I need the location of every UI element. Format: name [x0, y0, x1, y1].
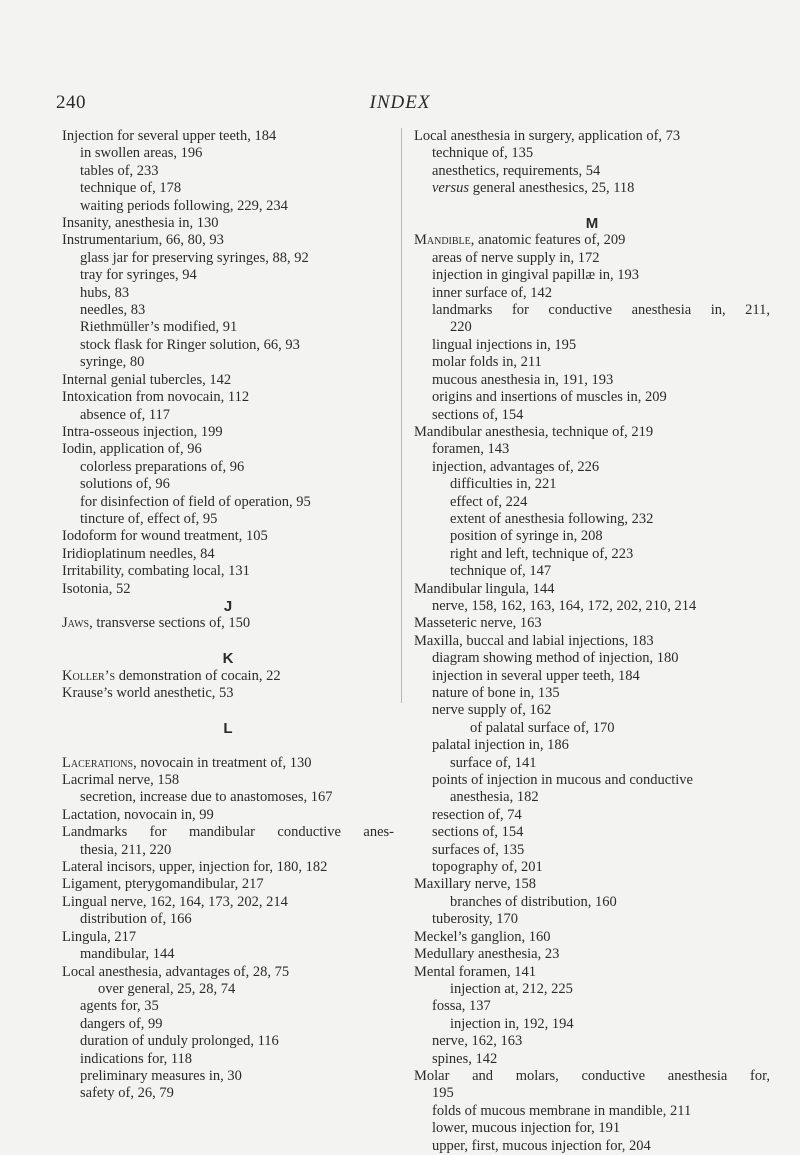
index-subentry: tuberosity, 170: [432, 911, 519, 928]
index-entry: Lateral incisors, upper, injection for, 180, 182: [62, 859, 328, 876]
entry-headword: Lacerations,: [62, 754, 137, 771]
index-subentry: branches of distribution, 160: [450, 893, 617, 910]
page-number: 240: [56, 92, 86, 113]
index-entry: Jaws, transverse sections of, 150: [62, 615, 251, 632]
index-entry: Meckel’s ganglion, 160: [414, 928, 551, 945]
index-entry: Local anesthesia in surgery, application of, 73: [414, 128, 681, 144]
index-subentry: foramen, 143: [432, 441, 510, 458]
section-letter: J: [223, 597, 233, 615]
index-entry: Lacerations, novocain in treatment of, 130: [62, 754, 312, 771]
index-entry: Maxilla, buccal and labial injections, 183: [414, 632, 654, 649]
index-subentry: safety of, 26, 79: [80, 1085, 174, 1102]
index-subentry: absence of, 117: [80, 406, 171, 423]
index-subentry: hubs, 83: [80, 284, 130, 301]
index-entry: Medullary anesthesia, 23: [414, 946, 560, 963]
index-entry: Insanity, anesthesia in, 130: [62, 215, 219, 232]
index-entry: Local anesthesia, advantages of, 28, 75: [62, 963, 290, 980]
index-entry: Isotonia, 52: [62, 580, 131, 597]
index-subentry: molar folds in, 211: [432, 354, 542, 371]
index-subentry: surfaces of, 135: [432, 841, 525, 858]
section-letter: K: [222, 650, 234, 668]
index-subentry: needles, 83: [80, 302, 146, 319]
index-subentry: technique of, 147: [450, 563, 552, 580]
index-entry: Mental foramen, 141: [414, 963, 537, 980]
index-entry: Intoxication from novocain, 112: [62, 389, 250, 406]
index-subentry: tincture of, effect of, 95: [80, 510, 218, 527]
entry-headword: Mandible,: [414, 232, 475, 249]
entry-headword: Koller’s: [62, 667, 116, 684]
index-subentry: fossa, 137: [432, 998, 491, 1015]
spacer: [62, 702, 394, 719]
index-subentry: nature of bone in, 135: [432, 685, 560, 701]
index-subentry: mandibular, 144: [80, 946, 175, 963]
index-subentry: injection in several upper teeth, 184: [432, 667, 640, 684]
index-subentry: glass jar for preserving syringes, 88, 92: [80, 249, 309, 266]
index-subentry: spines, 142: [432, 1050, 498, 1067]
index-subentry: 220: [450, 319, 472, 336]
index-subentry: syringe, 80: [80, 354, 145, 371]
page-header: [0, 92, 800, 118]
index-entry: Mandibular lingula, 144: [414, 580, 555, 597]
index-subentry: over general, 25, 28, 74: [98, 980, 236, 997]
index-subentry: folds of mucous membrane in mandible, 211: [432, 1102, 692, 1119]
index-subentry: thesia, 211, 220: [80, 841, 172, 858]
spacer: [414, 198, 770, 215]
index-entry: Koller’s demonstration of cocain, 22: [62, 667, 281, 684]
index-subentry: origins and insertions of muscles in, 209: [432, 389, 667, 406]
index-entry: Ligament, pterygomandibular, 217: [62, 876, 264, 893]
index-subentry: mucous anesthesia in, 191, 193: [432, 371, 614, 388]
index-entry: Intra-osseous injection, 199: [62, 423, 223, 440]
index-column-left: [62, 128, 394, 1103]
section-letter: L: [223, 719, 233, 737]
index-subentry: sections of, 154: [432, 406, 524, 423]
index-subentry: topography of, 201: [432, 859, 543, 876]
index-subentry: surface of, 141: [450, 754, 537, 771]
index-subentry: inner surface of, 142: [432, 284, 552, 301]
index-entry: Landmarks for mandibular conductive anes-: [62, 824, 394, 841]
index-subentry: distribution of, 166: [80, 911, 192, 928]
index-subentry: injection in gingival papillæ in, 193: [432, 267, 640, 284]
index-subentry: upper, first, mucous injection for, 204: [432, 1137, 651, 1154]
index-subentry: indications for, 118: [80, 1050, 193, 1067]
index-subentry: injection in, 192, 194: [450, 1015, 574, 1032]
index-subentry: landmarks for conductive anesthesia in, 211,: [432, 302, 770, 319]
index-subentry: nerve supply of, 162: [432, 702, 552, 719]
index-subentry: extent of anesthesia following, 232: [450, 510, 654, 527]
index-entry: Injection for several upper teeth, 184: [62, 128, 277, 144]
index-subentry: effect of, 224: [450, 493, 528, 510]
index-subentry: stock flask for Ringer solution, 66, 93: [80, 336, 300, 353]
index-subentry: agents for, 35: [80, 998, 159, 1015]
index-subentry: difficulties in, 221: [450, 476, 557, 493]
index-entry: Mandibular anesthesia, technique of, 219: [414, 423, 654, 440]
index-subentry: Riethmüller’s modified, 91: [80, 319, 238, 336]
index-subentry: points of injection in mucous and conductive: [432, 772, 693, 789]
index-entry: Lingula, 217: [62, 928, 137, 945]
index-subentry: injection, advantages of, 226: [432, 458, 600, 475]
index-subentry: technique of, 178: [80, 180, 182, 197]
index-entry: Iridioplatinum needles, 84: [62, 545, 215, 562]
index-entry: Irritability, combating local, 131: [62, 563, 250, 580]
index-entry: Iodoform for wound treatment, 105: [62, 528, 268, 545]
index-entry: Maxillary nerve, 158: [414, 876, 537, 893]
index-subentry: position of syringe in, 208: [450, 528, 603, 545]
entry-headword: Jaws,: [62, 615, 93, 632]
running-title: INDEX: [369, 92, 431, 113]
index-entry: Lingual nerve, 162, 164, 173, 202, 214: [62, 893, 288, 910]
index-entry: Mandible, anatomic features of, 209: [414, 232, 626, 249]
index-subentry: for disinfection of field of operation, 95: [80, 493, 311, 510]
index-subentry: of palatal surface of, 170: [470, 719, 615, 736]
index-subentry: nerve, 162, 163: [432, 1033, 523, 1050]
index-subentry: palatal injection in, 186: [432, 737, 569, 754]
index-column-right: [414, 128, 770, 1155]
index-subentry: areas of nerve supply in, 172: [432, 249, 600, 266]
index-subentry: versus general anesthesics, 25, 118: [432, 180, 635, 197]
index-subentry: nerve, 158, 162, 163, 164, 172, 202, 210, 214: [432, 597, 697, 614]
index-subentry: lingual injections in, 195: [432, 336, 577, 353]
index-subentry: duration of unduly prolonged, 116: [80, 1033, 279, 1050]
index-entry: Krause’s world anesthetic, 53: [62, 685, 234, 701]
index-subentry: lower, mucous injection for, 191: [432, 1120, 621, 1137]
section-letter: M: [585, 215, 599, 233]
index-entry: Lactation, novocain in, 99: [62, 806, 214, 823]
index-entry: Lacrimal nerve, 158: [62, 772, 180, 789]
index-subentry: tray for syringes, 94: [80, 267, 197, 284]
index-subentry: right and left, technique of, 223: [450, 545, 634, 562]
index-entry: Molar and molars, conductive anesthesia for,: [414, 1067, 770, 1084]
index-subentry: diagram showing method of injection, 180: [432, 650, 679, 667]
entry-italic: versus: [432, 180, 470, 197]
index-subentry: secretion, increase due to anastomoses, 167: [80, 789, 333, 806]
index-subentry: resection of, 74: [432, 806, 522, 823]
index-subentry: tables of, 233: [80, 162, 159, 179]
index-subentry: dangers of, 99: [80, 1015, 163, 1032]
column-divider: [401, 128, 402, 703]
index-subentry: sections of, 154: [432, 824, 524, 841]
index-subentry: injection at, 212, 225: [450, 980, 573, 997]
index-entry: Masseteric nerve, 163: [414, 615, 542, 632]
spacer: [62, 633, 394, 650]
index-entry: Iodin, application of, 96: [62, 441, 202, 458]
index-subentry: colorless preparations of, 96: [80, 458, 245, 475]
index-subentry: anesthetics, requirements, 54: [432, 162, 601, 179]
index-subentry: solutions of, 96: [80, 476, 170, 493]
index-subentry: 195: [432, 1085, 454, 1102]
index-subentry: anesthesia, 182: [450, 789, 539, 806]
spacer: [62, 737, 394, 754]
index-subentry: technique of, 135: [432, 145, 534, 162]
index-subentry: in swollen areas, 196: [80, 145, 203, 162]
index-entry: Internal genial tubercles, 142: [62, 371, 232, 388]
index-subentry: preliminary measures in, 30: [80, 1067, 242, 1084]
index-subentry: waiting periods following, 229, 234: [80, 197, 288, 214]
index-entry: Instrumentarium, 66, 80, 93: [62, 232, 224, 249]
